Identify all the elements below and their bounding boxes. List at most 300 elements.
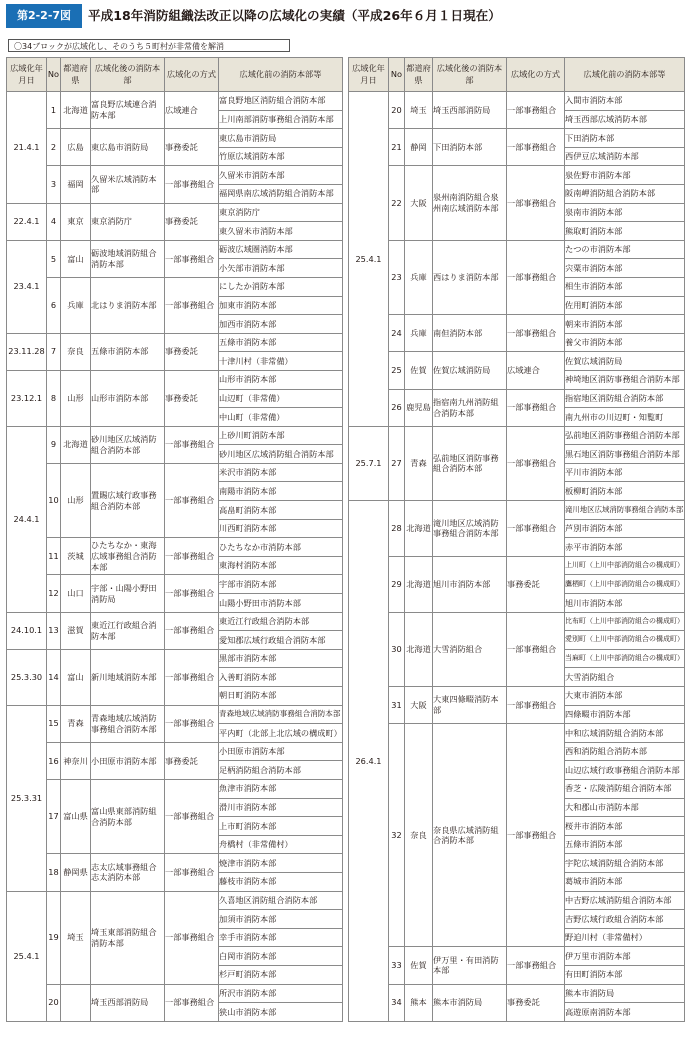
former-agency-cell: 指宿地区消防組合消防本部 — [565, 389, 685, 408]
former-agency-cell: 泉南市消防本部 — [565, 203, 685, 222]
header-no: No — [47, 58, 61, 92]
no-cell: 12 — [47, 575, 61, 612]
former-agency-cell: 赤平市消防本部 — [565, 538, 685, 557]
agency-cell: 志太広域事務組合志太消防本部 — [91, 854, 165, 891]
agency-cell: 旭川市消防本部 — [433, 556, 507, 612]
no-cell: 31 — [389, 687, 405, 724]
former-agency-cell: 足柄消防組合消防本部 — [219, 761, 343, 780]
prefecture-cell: 大阪 — [405, 166, 433, 240]
method-cell: 一部事務組合 — [507, 687, 565, 724]
no-cell: 29 — [389, 556, 405, 612]
no-cell: 5 — [47, 240, 61, 277]
prefecture-cell: 神奈川 — [61, 742, 91, 779]
no-cell: 24 — [389, 315, 405, 352]
method-cell: 事務委託 — [165, 742, 219, 779]
former-agency-cell: 伊万里市消防本部 — [565, 947, 685, 966]
agency-cell: 埼玉東部消防組合消防本部 — [91, 891, 165, 984]
prefecture-cell: 埼玉 — [405, 92, 433, 129]
no-cell: 15 — [47, 705, 61, 742]
prefecture-cell: 静岡県 — [61, 854, 91, 891]
former-agency-cell: 白岡市消防本部 — [219, 947, 343, 966]
former-agency-cell: 藤枝市消防本部 — [219, 872, 343, 891]
no-cell: 7 — [47, 333, 61, 370]
no-cell: 14 — [47, 649, 61, 705]
former-agency-cell: 焼津市消防本部 — [219, 854, 343, 873]
former-agency-cell: 桜井市消防本部 — [565, 817, 685, 836]
table-row — [7, 277, 343, 296]
header-pref: 都道府県 — [405, 58, 433, 92]
prefecture-cell: 富山県 — [61, 779, 91, 853]
method-cell: 一部事務組合 — [507, 92, 565, 129]
table-row — [349, 612, 685, 631]
table-row — [349, 240, 685, 259]
former-agency-cell: 上川町（上川中部消防組合の構成町） — [565, 556, 685, 575]
no-cell: 26 — [389, 389, 405, 426]
method-cell: 一部事務組合 — [165, 575, 219, 612]
table-row — [349, 556, 685, 575]
former-agency-cell: 泉佐野市消防本部 — [565, 166, 685, 185]
agency-cell: 泉州南消防組合泉州南広域消防本部 — [433, 166, 507, 240]
no-cell: 4 — [47, 203, 61, 240]
agency-cell: 山形市消防本部 — [91, 370, 165, 426]
former-agency-cell: 久喜地区消防組合消防本部 — [219, 891, 343, 910]
former-agency-cell: 朝来市消防本部 — [565, 315, 685, 334]
former-agency-cell: 大東市消防本部 — [565, 687, 685, 706]
table-row — [349, 947, 685, 966]
table-row — [7, 984, 343, 1003]
table-row — [349, 352, 685, 371]
former-agency-cell: 養父市消防本部 — [565, 333, 685, 352]
no-cell: 11 — [47, 538, 61, 575]
former-agency-cell: 十津川村（非常備） — [219, 352, 343, 371]
former-agency-cell: 当麻町（上川中部消防組合の構成町） — [565, 649, 685, 668]
agency-cell: 青森地域広域消防事務組合消防本部 — [91, 705, 165, 742]
table-row — [349, 984, 685, 1003]
former-agency-cell: 山形市消防本部 — [219, 370, 343, 389]
agency-cell: 南但消防本部 — [433, 315, 507, 352]
method-cell: 一部事務組合 — [507, 389, 565, 426]
former-agency-cell: 鷹栖町（上川中部消防組合の構成町） — [565, 575, 685, 594]
former-agency-cell: 東京消防庁 — [219, 203, 343, 222]
former-agency-cell: 川西町消防本部 — [219, 519, 343, 538]
table-row — [349, 501, 685, 520]
prefecture-cell: 兵庫 — [61, 277, 91, 333]
figure-note: 〇34ブロックが広域化し、そのうち５町村が非常備を解消 — [8, 39, 290, 52]
agency-cell: 新川地域消防本部 — [91, 649, 165, 705]
method-cell: 事務委託 — [165, 333, 219, 370]
former-agency-cell: にしたか消防本部 — [219, 277, 343, 296]
header-no: No — [389, 58, 405, 92]
former-agency-cell: ひたちなか市消防本部 — [219, 538, 343, 557]
former-agency-cell: 佐用町消防本部 — [565, 296, 685, 315]
no-cell: 1 — [47, 92, 61, 129]
method-cell: 一部事務組合 — [165, 649, 219, 705]
date-cell: 24.4.1 — [7, 426, 47, 612]
former-agency-cell: 埼玉西部広域消防本部 — [565, 110, 685, 129]
agency-cell: 西はりま消防本部 — [433, 240, 507, 314]
former-agency-cell: 狭山市消防本部 — [219, 1003, 343, 1022]
former-agency-cell: 五條市消防本部 — [565, 835, 685, 854]
former-agency-cell: 芦別市消防本部 — [565, 519, 685, 538]
prefecture-cell: 奈良 — [61, 333, 91, 370]
former-agency-cell: 熊本市消防局 — [565, 984, 685, 1003]
table-row — [349, 315, 685, 334]
agency-cell: 富山県東部消防組合消防本部 — [91, 779, 165, 853]
agency-cell: 置賜広域行政事務組合消防本部 — [91, 463, 165, 537]
prefecture-cell — [61, 984, 91, 1021]
table-row — [7, 370, 343, 389]
date-cell: 23.4.1 — [7, 240, 47, 333]
former-agency-cell: 黒石地区消防事務組合消防本部 — [565, 445, 685, 464]
former-agency-cell: 山辺町（非常備） — [219, 389, 343, 408]
table-row — [7, 129, 343, 148]
method-cell: 広域連合 — [507, 352, 565, 389]
method-cell: 一部事務組合 — [165, 240, 219, 277]
agency-cell: 東広島市消防局 — [91, 129, 165, 166]
former-agency-cell: 西和消防組合消防本部 — [565, 742, 685, 761]
header-row — [349, 58, 685, 92]
date-cell: 26.4.1 — [349, 501, 389, 1022]
header-method: 広域化の方式 — [507, 58, 565, 92]
former-agency-cell: 平内町（北部上北広域の構成町） — [219, 724, 343, 743]
date-cell: 25.3.31 — [7, 705, 47, 891]
date-cell: 21.4.1 — [7, 92, 47, 204]
former-agency-cell: 入間市消防本部 — [565, 92, 685, 111]
former-agency-cell: 中吉野広域消防組合消防本部 — [565, 891, 685, 910]
former-agency-cell: たつの市消防本部 — [565, 240, 685, 259]
former-agency-cell: 上市町消防本部 — [219, 817, 343, 836]
agency-cell: 大雪消防組合 — [433, 612, 507, 686]
figure-label: 第2-2-7図 — [6, 4, 82, 28]
former-agency-cell: 上砂川町消防本部 — [219, 426, 343, 445]
former-agency-cell: 五條市消防本部 — [219, 333, 343, 352]
former-agency-cell: 中和広域消防組合消防本部 — [565, 724, 685, 743]
table-row — [349, 389, 685, 408]
method-cell: 一部事務組合 — [165, 854, 219, 891]
header-date: 広域化年月日 — [349, 58, 389, 92]
agency-cell: 佐賀広域消防局 — [433, 352, 507, 389]
prefecture-cell: 富山 — [61, 649, 91, 705]
prefecture-cell: 佐賀 — [405, 352, 433, 389]
agency-cell: 大東四條畷消防本部 — [433, 687, 507, 724]
former-agency-cell: 愛知郡広域行政組合消防本部 — [219, 631, 343, 650]
prefecture-cell: 北海道 — [61, 426, 91, 463]
date-cell: 23.11.28 — [7, 333, 47, 370]
former-agency-cell: 旭川市消防本部 — [565, 594, 685, 613]
right-table — [348, 57, 685, 1022]
figure-title: 平成18年消防組織法改正以降の広域化の実績（平成26年６月１日現在） — [88, 8, 501, 23]
table-row — [7, 854, 343, 873]
agency-cell: 埼玉西部消防局 — [433, 92, 507, 129]
method-cell: 一部事務組合 — [165, 166, 219, 203]
no-cell: 17 — [47, 779, 61, 853]
table-row — [7, 166, 343, 185]
table-row — [349, 166, 685, 185]
method-cell: 事務委託 — [165, 129, 219, 166]
agency-cell: 宇部・山陽小野田消防局 — [91, 575, 165, 612]
method-cell: 一部事務組合 — [165, 426, 219, 463]
table-row — [349, 129, 685, 148]
no-cell: 28 — [389, 501, 405, 557]
former-agency-cell: 朝日町消防本部 — [219, 687, 343, 706]
table-row — [7, 779, 343, 798]
prefecture-cell: 富山 — [61, 240, 91, 277]
former-agency-cell: 黒部市消防本部 — [219, 649, 343, 668]
date-cell: 25.4.1 — [7, 891, 47, 1021]
former-agency-cell: 葛城市消防本部 — [565, 872, 685, 891]
no-cell: 27 — [389, 426, 405, 500]
former-agency-cell: 青森地域広域消防事務組合消防本部 — [219, 705, 343, 724]
former-agency-cell: 野迫川村（非常備村） — [565, 928, 685, 947]
method-cell: 広域連合 — [165, 92, 219, 129]
method-cell: 一部事務組合 — [165, 779, 219, 853]
no-cell: 23 — [389, 240, 405, 314]
prefecture-cell: 佐賀 — [405, 947, 433, 984]
prefecture-cell: 熊本 — [405, 984, 433, 1021]
former-agency-cell: 相生市消防本部 — [565, 277, 685, 296]
table-row — [7, 203, 343, 222]
former-agency-cell: 滝川地区広域消防事務組合消防本部 — [565, 501, 685, 520]
no-cell: 34 — [389, 984, 405, 1021]
former-agency-cell: 神埼地区消防事務組合消防本部 — [565, 370, 685, 389]
agency-cell: 熊本市消防局 — [433, 984, 507, 1021]
former-agency-cell: 四條畷市消防本部 — [565, 705, 685, 724]
header-pref: 都道府県 — [61, 58, 91, 92]
no-cell: 6 — [47, 277, 61, 333]
former-agency-cell: 板柳町消防本部 — [565, 482, 685, 501]
agency-cell: 久留米広域消防本部 — [91, 166, 165, 203]
table-row — [7, 891, 343, 910]
prefecture-cell: 北海道 — [61, 92, 91, 129]
agency-cell: 富良野広域連合消防本部 — [91, 92, 165, 129]
left-table — [6, 57, 343, 1022]
former-agency-cell: 東久留米市消防本部 — [219, 222, 343, 241]
method-cell: 一部事務組合 — [165, 984, 219, 1021]
former-agency-cell: 小矢部市消防本部 — [219, 259, 343, 278]
agency-cell: 東京消防庁 — [91, 203, 165, 240]
no-cell: 3 — [47, 166, 61, 203]
table-row — [7, 649, 343, 668]
no-cell: 20 — [47, 984, 61, 1021]
header-former: 広域化前の消防本部等 — [219, 58, 343, 92]
prefecture-cell: 鹿児島 — [405, 389, 433, 426]
agency-cell: ひたちなか・東海広域事務組合消防本部 — [91, 538, 165, 575]
former-agency-cell: 砺波広域圏消防本部 — [219, 240, 343, 259]
method-cell: 一部事務組合 — [165, 891, 219, 984]
table-row — [349, 687, 685, 706]
date-cell: 24.10.1 — [7, 612, 47, 649]
no-cell: 18 — [47, 854, 61, 891]
former-agency-cell: 高遊原南消防本部 — [565, 1003, 685, 1022]
table-row — [7, 426, 343, 445]
former-agency-cell: 熊取町消防本部 — [565, 222, 685, 241]
table-row — [7, 92, 343, 111]
date-cell: 23.12.1 — [7, 370, 47, 426]
method-cell: 事務委託 — [507, 984, 565, 1021]
former-agency-cell: 砂川地区広域消防組合消防本部 — [219, 445, 343, 464]
table-row — [7, 705, 343, 724]
method-cell: 事務委託 — [165, 370, 219, 426]
date-cell: 25.3.30 — [7, 649, 47, 705]
agency-cell: 北はりま消防本部 — [91, 277, 165, 333]
prefecture-cell: 広島 — [61, 129, 91, 166]
former-agency-cell: 米沢市消防本部 — [219, 463, 343, 482]
no-cell: 8 — [47, 370, 61, 426]
former-agency-cell: 南九州市の川辺町・知覧町 — [565, 408, 685, 427]
prefecture-cell: 北海道 — [405, 556, 433, 612]
prefecture-cell: 福岡 — [61, 166, 91, 203]
former-agency-cell: 山陽小野田市消防本部 — [219, 594, 343, 613]
no-cell: 13 — [47, 612, 61, 649]
former-agency-cell: 弘前地区消防事務組合消防本部 — [565, 426, 685, 445]
prefecture-cell: 山口 — [61, 575, 91, 612]
method-cell: 事務委託 — [165, 203, 219, 240]
method-cell: 一部事務組合 — [507, 724, 565, 947]
agency-cell: 弘前地区消防事務組合消防本部 — [433, 426, 507, 500]
figure-header — [6, 4, 684, 28]
prefecture-cell: 滋賀 — [61, 612, 91, 649]
agency-cell: 砺波地域消防組合消防本部 — [91, 240, 165, 277]
agency-cell: 伊万里・有田消防本部 — [433, 947, 507, 984]
agency-cell: 五條市消防本部 — [91, 333, 165, 370]
former-agency-cell: 東広島市消防局 — [219, 129, 343, 148]
former-agency-cell: 大雪消防組合 — [565, 668, 685, 687]
no-cell: 10 — [47, 463, 61, 537]
former-agency-cell: 富良野地区消防組合消防本部 — [219, 92, 343, 111]
method-cell: 一部事務組合 — [165, 463, 219, 537]
prefecture-cell: 北海道 — [405, 501, 433, 557]
prefecture-cell: 青森 — [61, 705, 91, 742]
agency-cell: 東近江行政組合消防本部 — [91, 612, 165, 649]
no-cell: 19 — [47, 891, 61, 984]
no-cell: 22 — [389, 166, 405, 240]
prefecture-cell: 東京 — [61, 203, 91, 240]
former-agency-cell: 久留米市消防本部 — [219, 166, 343, 185]
former-agency-cell: 入善町消防本部 — [219, 668, 343, 687]
former-agency-cell: 幸手市消防本部 — [219, 928, 343, 947]
table-row — [349, 426, 685, 445]
former-agency-cell: 比布町（上川中部消防組合の構成町） — [565, 612, 685, 631]
former-agency-cell: 吉野広域行政組合消防本部 — [565, 910, 685, 929]
table-row — [7, 463, 343, 482]
former-agency-cell: 加東市消防本部 — [219, 296, 343, 315]
former-agency-cell: 山辺広域行政事務組合消防本部 — [565, 761, 685, 780]
former-agency-cell: 下田消防本部 — [565, 129, 685, 148]
former-agency-cell: 宇部市消防本部 — [219, 575, 343, 594]
former-agency-cell: 上川南部消防事務組合消防本部 — [219, 110, 343, 129]
prefecture-cell: 静岡 — [405, 129, 433, 166]
former-agency-cell: 阪南岬消防組合消防本部 — [565, 184, 685, 203]
former-agency-cell: 宇陀広域消防組合消防本部 — [565, 854, 685, 873]
no-cell: 9 — [47, 426, 61, 463]
prefecture-cell: 大阪 — [405, 687, 433, 724]
agency-cell: 滝川地区広域消防事務組合消防本部 — [433, 501, 507, 557]
date-cell: 25.4.1 — [349, 92, 389, 427]
agency-cell: 砂川地区広域消防組合消防本部 — [91, 426, 165, 463]
former-agency-cell: 滑川市消防本部 — [219, 798, 343, 817]
method-cell: 一部事務組合 — [165, 612, 219, 649]
agency-cell: 奈良県広域消防組合消防本部 — [433, 724, 507, 947]
method-cell: 一部事務組合 — [507, 947, 565, 984]
former-agency-cell: 加須市消防本部 — [219, 910, 343, 929]
agency-cell: 下田消防本部 — [433, 129, 507, 166]
prefecture-cell: 埼玉 — [61, 891, 91, 984]
no-cell: 21 — [389, 129, 405, 166]
header-method: 広域化の方式 — [165, 58, 219, 92]
agency-cell: 埼玉西部消防局 — [91, 984, 165, 1021]
method-cell: 一部事務組合 — [507, 612, 565, 686]
former-agency-cell: 東近江行政組合消防本部 — [219, 612, 343, 631]
former-agency-cell: 加西市消防本部 — [219, 315, 343, 334]
header-agency: 広域化後の消防本部 — [433, 58, 507, 92]
former-agency-cell: 西伊豆広域消防本部 — [565, 147, 685, 166]
former-agency-cell: 香芝・広陵消防組合消防本部 — [565, 779, 685, 798]
table-row — [7, 538, 343, 557]
prefecture-cell: 山形 — [61, 370, 91, 426]
prefecture-cell: 兵庫 — [405, 315, 433, 352]
method-cell: 事務委託 — [507, 556, 565, 612]
no-cell: 30 — [389, 612, 405, 686]
former-agency-cell: 佐賀広域消防局 — [565, 352, 685, 371]
no-cell: 25 — [389, 352, 405, 389]
method-cell: 一部事務組合 — [507, 315, 565, 352]
prefecture-cell: 兵庫 — [405, 240, 433, 314]
table-row — [7, 612, 343, 631]
method-cell: 一部事務組合 — [165, 705, 219, 742]
former-agency-cell: 有田町消防本部 — [565, 965, 685, 984]
former-agency-cell: 舟橋村（非常備村） — [219, 835, 343, 854]
former-agency-cell: 所沢市消防本部 — [219, 984, 343, 1003]
former-agency-cell: 平川市消防本部 — [565, 463, 685, 482]
agency-cell: 小田原市消防本部 — [91, 742, 165, 779]
former-agency-cell: 杉戸町消防本部 — [219, 965, 343, 984]
former-agency-cell: 中山町（非常備） — [219, 408, 343, 427]
no-cell: 32 — [389, 724, 405, 947]
no-cell: 33 — [389, 947, 405, 984]
former-agency-cell: 福岡県南広域消防組合消防本部 — [219, 184, 343, 203]
table-row — [7, 575, 343, 594]
header-agency: 広域化後の消防本部 — [91, 58, 165, 92]
former-agency-cell: 南陽市消防本部 — [219, 482, 343, 501]
no-cell: 20 — [389, 92, 405, 129]
method-cell: 一部事務組合 — [507, 426, 565, 500]
no-cell: 16 — [47, 742, 61, 779]
prefecture-cell: 北海道 — [405, 612, 433, 686]
table-row — [7, 742, 343, 761]
table-row — [7, 333, 343, 352]
method-cell: 一部事務組合 — [507, 240, 565, 314]
method-cell: 一部事務組合 — [507, 501, 565, 557]
former-agency-cell: 竹原広域消防本部 — [219, 147, 343, 166]
former-agency-cell: 高畠町消防本部 — [219, 501, 343, 520]
method-cell: 一部事務組合 — [507, 129, 565, 166]
former-agency-cell: 小田原市消防本部 — [219, 742, 343, 761]
header-former: 広域化前の消防本部等 — [565, 58, 685, 92]
date-cell: 25.7.1 — [349, 426, 389, 500]
former-agency-cell: 大和郡山市消防本部 — [565, 798, 685, 817]
former-agency-cell: 愛別町（上川中部消防組合の構成町） — [565, 631, 685, 650]
prefecture-cell: 山形 — [61, 463, 91, 537]
date-cell: 22.4.1 — [7, 203, 47, 240]
former-agency-cell: 東海村消防本部 — [219, 556, 343, 575]
prefecture-cell: 青森 — [405, 426, 433, 500]
table-row — [7, 240, 343, 259]
former-agency-cell: 魚津市消防本部 — [219, 779, 343, 798]
table-row — [349, 724, 685, 743]
header-row — [7, 58, 343, 92]
no-cell: 2 — [47, 129, 61, 166]
header-date: 広域化年月日 — [7, 58, 47, 92]
